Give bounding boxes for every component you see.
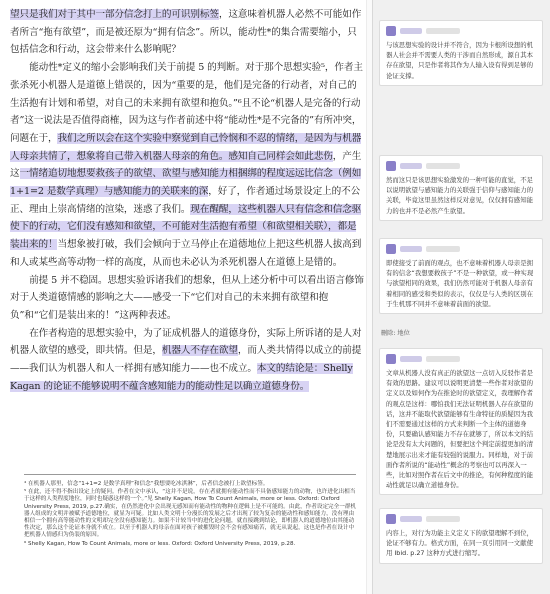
text-run: 在作者构造的思想实验中，为了证成机器人的道德身份，实际上所诉诸的是人对机器人欲望的感受，即共情。但是， bbox=[10, 327, 362, 357]
footnote: ⁴ 在机器人那里，信念“1+1=2 是数学真理”和信念“我想要吃冰淇淋”，后者信念被打上欲望标签。 bbox=[24, 481, 269, 487]
highlighted-text[interactable]: 现在醒醒，这些机器人只有信念和信念驱使下的行动，它们没有感知和欲望，不可能对生活抱有希望（和欲望相关联），都是装出来的！ bbox=[10, 203, 362, 251]
text-run: ，产生这 bbox=[10, 150, 362, 180]
text-run: 且不论“机器人是完备的行动者”这一说法是否值得商榷，因为这与作者前述中将“能动性*是不完备的”有所冲突，问题在于， bbox=[10, 97, 362, 144]
text-run: ⁶ bbox=[237, 97, 242, 109]
comment-text: 内容上，对行为功能主义定义下的欲望理解不到位，论证不够有力。格式方面，在同一页引用同一文献使用 Ibid. p.27 这种方式进行缩写。 bbox=[386, 529, 533, 558]
avatar bbox=[386, 354, 396, 364]
comment-text: 然而这只是该思想实验激发的一种可能的直觉，不足以说明欲望与感知能力的关联强于信仰与感知能力的关联，毕竟这里虽然这样反对意见，仅仅拥有感知能力的也并不是必然产生欲望。 bbox=[386, 176, 533, 215]
body-paragraph[interactable] bbox=[10, 325, 364, 396]
footnote: ⁶ Shelly Kagan, How To Count Animals, more or less. Oxford: Oxford University Press, 2019, p.28. bbox=[24, 540, 296, 547]
avatar bbox=[386, 514, 396, 524]
avatar bbox=[386, 26, 396, 36]
comment-card[interactable] bbox=[379, 508, 543, 564]
body-paragraph[interactable] bbox=[10, 59, 364, 271]
highlighted-text[interactable]: 望只是我们对于其中一部分信念打上的可识别标签 bbox=[10, 9, 219, 20]
footnote: ⁵ 在此，还不得不指出设定上的疑问。作者在文中承认，“这并不是说，存在者就拥有能动性而不具备感知能力的动物，也许进化出相当于这样的人类程度地位，同时也疑惑这样的一个。”见 Shelly Kagan, How To Count Animals, more or less. Oxford: Oxford University Press, 2019, p.27.确实，在仍然进化中会出现无感知而有能动性的物种在逻辑上是不可能的。由此，作者设定完全一群机器人组成的文明并被赋予道德地位，就显为可疑。比如人类文明十分漫长的发展之后才出现了较为复杂的能动性和感知能力，没有理由相信一个拥有高等能动性的文明却完全没有感知能力。如果不计较当中的进化论问题，就直接跳到结论，即机器人的道德地位由其能动性决定，那么这个论证本身就不成立。以至于机器人的母亲在面对孩子被摧毁时会不会有感知痛苦，就无从说起，这也是作者在设计中把机器人情感归为伪装的原因。 bbox=[24, 489, 357, 539]
highlighted-text[interactable]: 一情绪追切地想要救孩子的欲望、欲望与感知能力相捆绑的程度远远比信念（例如 1+1=2 是数学真理）与感知能力的关联来的深 bbox=[10, 168, 362, 198]
highlighted-text[interactable]: 我们之所以会在这个实验中察觉到自己怜悯和不忍的情绪，是因为与机器人母亲共情了，想象将自己带入机器人母亲的角色。感知自己同样会如此悲伤 bbox=[10, 132, 362, 162]
body-paragraph[interactable] bbox=[10, 272, 364, 325]
avatar bbox=[386, 244, 396, 254]
comment-time bbox=[426, 516, 460, 522]
revision-note bbox=[381, 328, 410, 337]
comment-text: 文章从机器人没有真正的欲望这一点切入反驳作者是有效的思路。建议可以说明更清楚一些作者对欲望的定义以及如何作为在推论时的欲望定义，我理解作者的观点是这样：哪怕我们无法证明机器人存在欲望的话，这并不能取代欲望能够有生命特征的质疑因为我们不需要通过这样的方式来判断一个主体的道德身份，只要确认感知能力不存在就够了，所以本文的结论是没有太大问题的，但要把这个判定前提更加的清楚地展示出来才能有较强的说服力。同样地，对于前面作者所说的“能动性”概念的考察也可以再深入一些，比如对照作者在后文中的推论，有何种程度的能动性就足以确立道德身份。 bbox=[386, 369, 533, 490]
comment-card[interactable] bbox=[379, 20, 543, 86]
text-run: ，而人类共情得以成立的前提——我们认为机器人和人一样拥有感知能力——也不成立。 bbox=[10, 345, 362, 375]
body-paragraph[interactable] bbox=[10, 6, 364, 59]
footnotes bbox=[24, 474, 356, 549]
highlighted-text[interactable]: 机器人不存在欲望 bbox=[161, 345, 238, 357]
comment-text: 与该思想实验的设计并不符合，因为卡根所设想的机器人社会并不需要人类的干涉而自然形成，源自其本存在欲望，只是作者将其作为人输入设有得到足够的论证支撑。 bbox=[386, 41, 533, 80]
highlighted-text[interactable]: 本文的结论是：Shelly Kagan 的论证不能够说明不蕴含感知能力的能动性足以确立道德身份。 bbox=[10, 363, 353, 392]
text-run: 当想象被打破，我们会倾向于立马停止在道德地位上把这些机器人拔高到和人或某些高等动物一样的高度，从而也未必认为杀死机器人在道德上是错的。 bbox=[10, 239, 362, 268]
text-run: ，作者主张杀死小机器人是道德上错误的，因为“重要的是，他们是完备的行动者，对自己的生活抱有计划和希望，对自己的未来拥有欲望和抱负。” bbox=[10, 62, 363, 109]
comments-pane[interactable] bbox=[372, 0, 550, 594]
comment-card[interactable] bbox=[379, 348, 543, 495]
comment-card[interactable] bbox=[379, 155, 543, 221]
text-run: 前提 5 并不稳固。思想实验诉诸我们的想象，但从上述分析中可以看出语言修饰对于人类道德情感的影响之大——感受一下“它们对自己的未来拥有欲望和抱负”和“它们是装出来的！”这两种表述。 bbox=[10, 274, 364, 321]
text-run: ⁵ bbox=[321, 62, 325, 74]
comment-author bbox=[400, 28, 422, 34]
comment-author bbox=[400, 516, 422, 522]
comment-card[interactable] bbox=[379, 238, 543, 314]
comment-author bbox=[400, 356, 422, 362]
avatar bbox=[386, 161, 396, 171]
comment-author bbox=[400, 163, 422, 169]
comment-author bbox=[400, 246, 422, 252]
text-run: 能动性*定义的缩小会影响我们关于前提 5 的判断。对于那个思想实验 bbox=[29, 62, 322, 74]
comment-time bbox=[426, 246, 460, 252]
text-run: ，这意味着机器人必然不可能如作者所言“拖有欲望”，而是被还原为“拥有信念”。所以，能动性*的集合需要缩小，只包括信念和行动，这会带来什么影响呢？ bbox=[10, 9, 362, 56]
revision-text: 删除: 地位 bbox=[381, 330, 410, 337]
document-body[interactable] bbox=[10, 6, 364, 395]
comment-time bbox=[426, 163, 460, 169]
comment-time bbox=[426, 356, 460, 362]
text-run: ，好了，作者通过场景设定上的不公正、理由上崇高情绪的渲染，迷惑了我们。 bbox=[10, 186, 361, 215]
comment-time bbox=[426, 28, 460, 34]
comment-text: 即使接受了前面的观点，也不意味着机器人母亲是拥有的信念“我想要救孩子”不是一种欲望，或一种实现与欲望相同的效果，我们仍然可能对于机器人母亲有着相同的感受和类似的表示，仅仅是与人类的区别在于生机那不同并不意味着前面的欲望。 bbox=[386, 259, 534, 308]
